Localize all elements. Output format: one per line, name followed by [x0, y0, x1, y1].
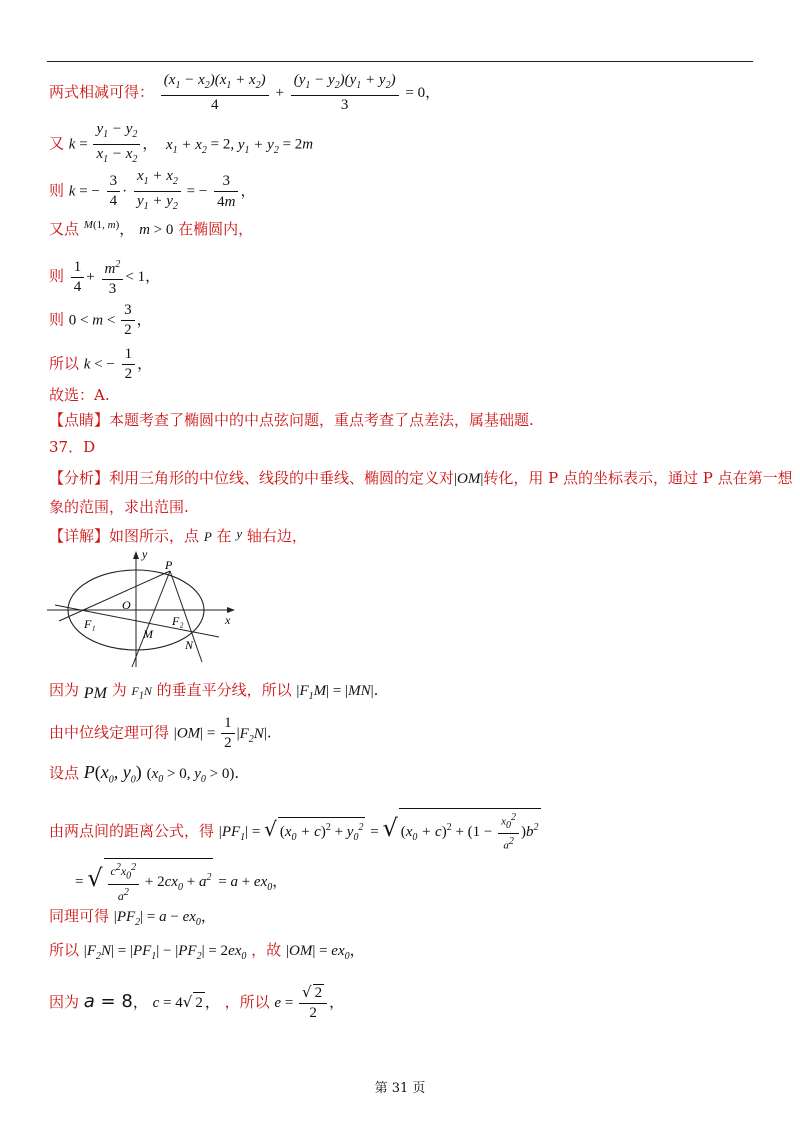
- line-distance: 由两点间的距离公式，得 $|PF_1|$ = √ $(x_0 + c)^2 + y_0^2$ = √ $(x_0 + c)^2 + (1$ − $\frac{x_0^2}{a^2}$ )$b^2$: [49, 808, 541, 853]
- line-k-value: 则 k = − $\frac{3}{4}$ · $\frac{x_1 + x_2}{y_1 + y_2}$ = − $\frac{3}{4m}$ ，: [49, 168, 255, 215]
- tag: 【详解】: [49, 527, 110, 545]
- text: 两式相减可得：: [49, 83, 155, 101]
- line-point-m: 又点 $^{M(1,}$ $^{m)}$， m > 0 在椭圆内，: [49, 219, 254, 238]
- question-number: 37．D: [49, 438, 96, 456]
- text: 的垂直平分线，所以: [156, 681, 292, 699]
- line-analysis: 【分析】利用三角形的中位线、线段的中垂线、椭圆的定义对|OM|转化，用 P 点的坐标表示，通过 P 点在第一想: [49, 469, 793, 487]
- ellipse-figure: [45, 549, 245, 669]
- fraction: $\frac{x_0^2}{a^2}$: [498, 811, 519, 853]
- fraction: $\frac{1}{2}$: [221, 715, 235, 752]
- text: ，故: [251, 941, 282, 959]
- fraction: $\frac{3}{2}$: [121, 302, 135, 339]
- text: 则: [49, 181, 65, 200]
- line-distance-cont: = √ $\frac{c^2x_0^2}{a^2}$ + $2cx_0 + a^2 = a + ex_0$，: [49, 858, 287, 903]
- text: 为: [111, 681, 127, 699]
- line-similarly: 同理可得 $|PF_2| = a - ex_0$，: [49, 907, 216, 928]
- line-conclusion: 所以 k < − $\frac{1}{2}$ ，: [49, 346, 153, 382]
- line-om: 所以 $|F_2N| = |PF_1| - |PF_2| = 2ex_0$ ，故 $|OM| = ex_0$，: [49, 941, 365, 962]
- header-rule: [47, 61, 753, 62]
- text: 因为: [49, 681, 80, 699]
- text: 设点: [49, 764, 80, 782]
- text: 又: [49, 134, 65, 153]
- fraction: $\frac{c^2x_0^2}{a^2}$: [108, 861, 140, 903]
- fraction: $\frac{1}{4}$: [71, 259, 85, 296]
- text: 由两点间的距离公式，得: [49, 821, 215, 840]
- line-dianjing: [49, 410, 534, 430]
- fraction: $\frac{3}{4m}$: [214, 173, 238, 211]
- label-o: O: [122, 598, 131, 612]
- label-m: M: [143, 627, 153, 641]
- line-answer: 故选：A.: [49, 386, 110, 404]
- text: 在: [216, 527, 232, 545]
- label-y: y: [142, 549, 148, 561]
- fraction: $\frac{(y_1 - y_2)(y_1 + y_2)}{3}$: [291, 72, 399, 114]
- line-analysis-cont: 象的范围，求出范围.: [49, 498, 189, 516]
- text: 本题考查了椭圆中的中点弦问题，重点考查了点差法，属基础题.: [109, 411, 534, 429]
- text: 如图所示，点: [109, 527, 200, 545]
- fraction: $\frac{3}{4}$: [107, 173, 121, 210]
- line-subtract: 两式相减可得： $\frac{(x_1 - x_2)(x_1 + x_2)}{4}$ + $\frac{(y_1 - y_2)(y_1 + y_2)}{3}$ = 0，: [49, 72, 441, 113]
- text: 因为: [49, 993, 80, 1011]
- text: 轴右边，: [246, 527, 307, 545]
- line-midline: 由中位线定理可得 |OM| = $\frac{1}{2}$ $|F_2N|$.: [49, 715, 272, 751]
- text: 则: [49, 310, 65, 329]
- text: 由中位线定理可得: [49, 723, 170, 742]
- line-bisector: 因为 PM 为 $F_1N$ 的垂直平分线，所以 $|F_1M| = |MN|$.: [49, 681, 379, 702]
- tag: 【点睛】: [49, 411, 110, 429]
- text: 所以: [49, 941, 80, 959]
- line-values: 因为 a = 8， c = 4√ 2 ， ，所以 e = $\frac{√ 2}{2}$ ，: [49, 983, 345, 1021]
- label-x: x: [225, 613, 231, 627]
- fraction: $\frac{x_1 + x_2}{y_1 + y_2}$: [134, 168, 181, 215]
- fraction: $\frac{1}{2}$: [122, 346, 136, 383]
- tag: 【分析】: [49, 469, 110, 487]
- label-n: N: [185, 638, 194, 652]
- text: 利用三角形的中位线、线段的中垂线、椭圆的定义对: [109, 469, 455, 487]
- label-f2: F₂: [172, 614, 184, 628]
- fraction: $\frac{y_1 - y_2}{x_1 - x_2}$: [93, 121, 140, 168]
- text: 在椭圆内，: [178, 220, 254, 238]
- label-p: P: [165, 558, 173, 572]
- line-detail: 【详解】如图所示，点 P 在 y 轴右边，: [49, 526, 307, 545]
- text: 同理可得: [49, 907, 110, 925]
- text: 则: [49, 267, 65, 285]
- line-k-def: 又 k = $\frac{y_1 - y_2}{x_1 - x_2}$ ， $x_1 + x_2 = 2$, $y_1 + y_2 = 2m$: [49, 121, 313, 168]
- line-set-point: 设点 $P(x_0$, $y_0$) ($x_0 > 0$, $y_0 > 0$).: [49, 762, 240, 786]
- text: 转化，用 P 点的坐标表示，通过 P 点在第一想: [483, 469, 793, 487]
- label-f1: F₁: [84, 617, 96, 631]
- text: 所以: [49, 354, 80, 373]
- line-inequality-2: 则 0 < m < $\frac{3}{2}$ ，: [49, 302, 152, 338]
- fraction: $\frac{m^2}{3}$: [102, 256, 124, 298]
- text: 又点: [49, 220, 80, 238]
- text: ，所以: [224, 993, 270, 1011]
- fraction: $\frac{√ 2}{2}$: [299, 984, 327, 1022]
- line-inequality-1: 则 $\frac{1}{4}$ + $\frac{m^2}{3}$ < 1，: [49, 256, 160, 298]
- page-footer: 第 31 页: [374, 1081, 426, 1096]
- fraction: $\frac{(x_1 - x_2)(x_1 + x_2)}{4}$: [161, 72, 269, 114]
